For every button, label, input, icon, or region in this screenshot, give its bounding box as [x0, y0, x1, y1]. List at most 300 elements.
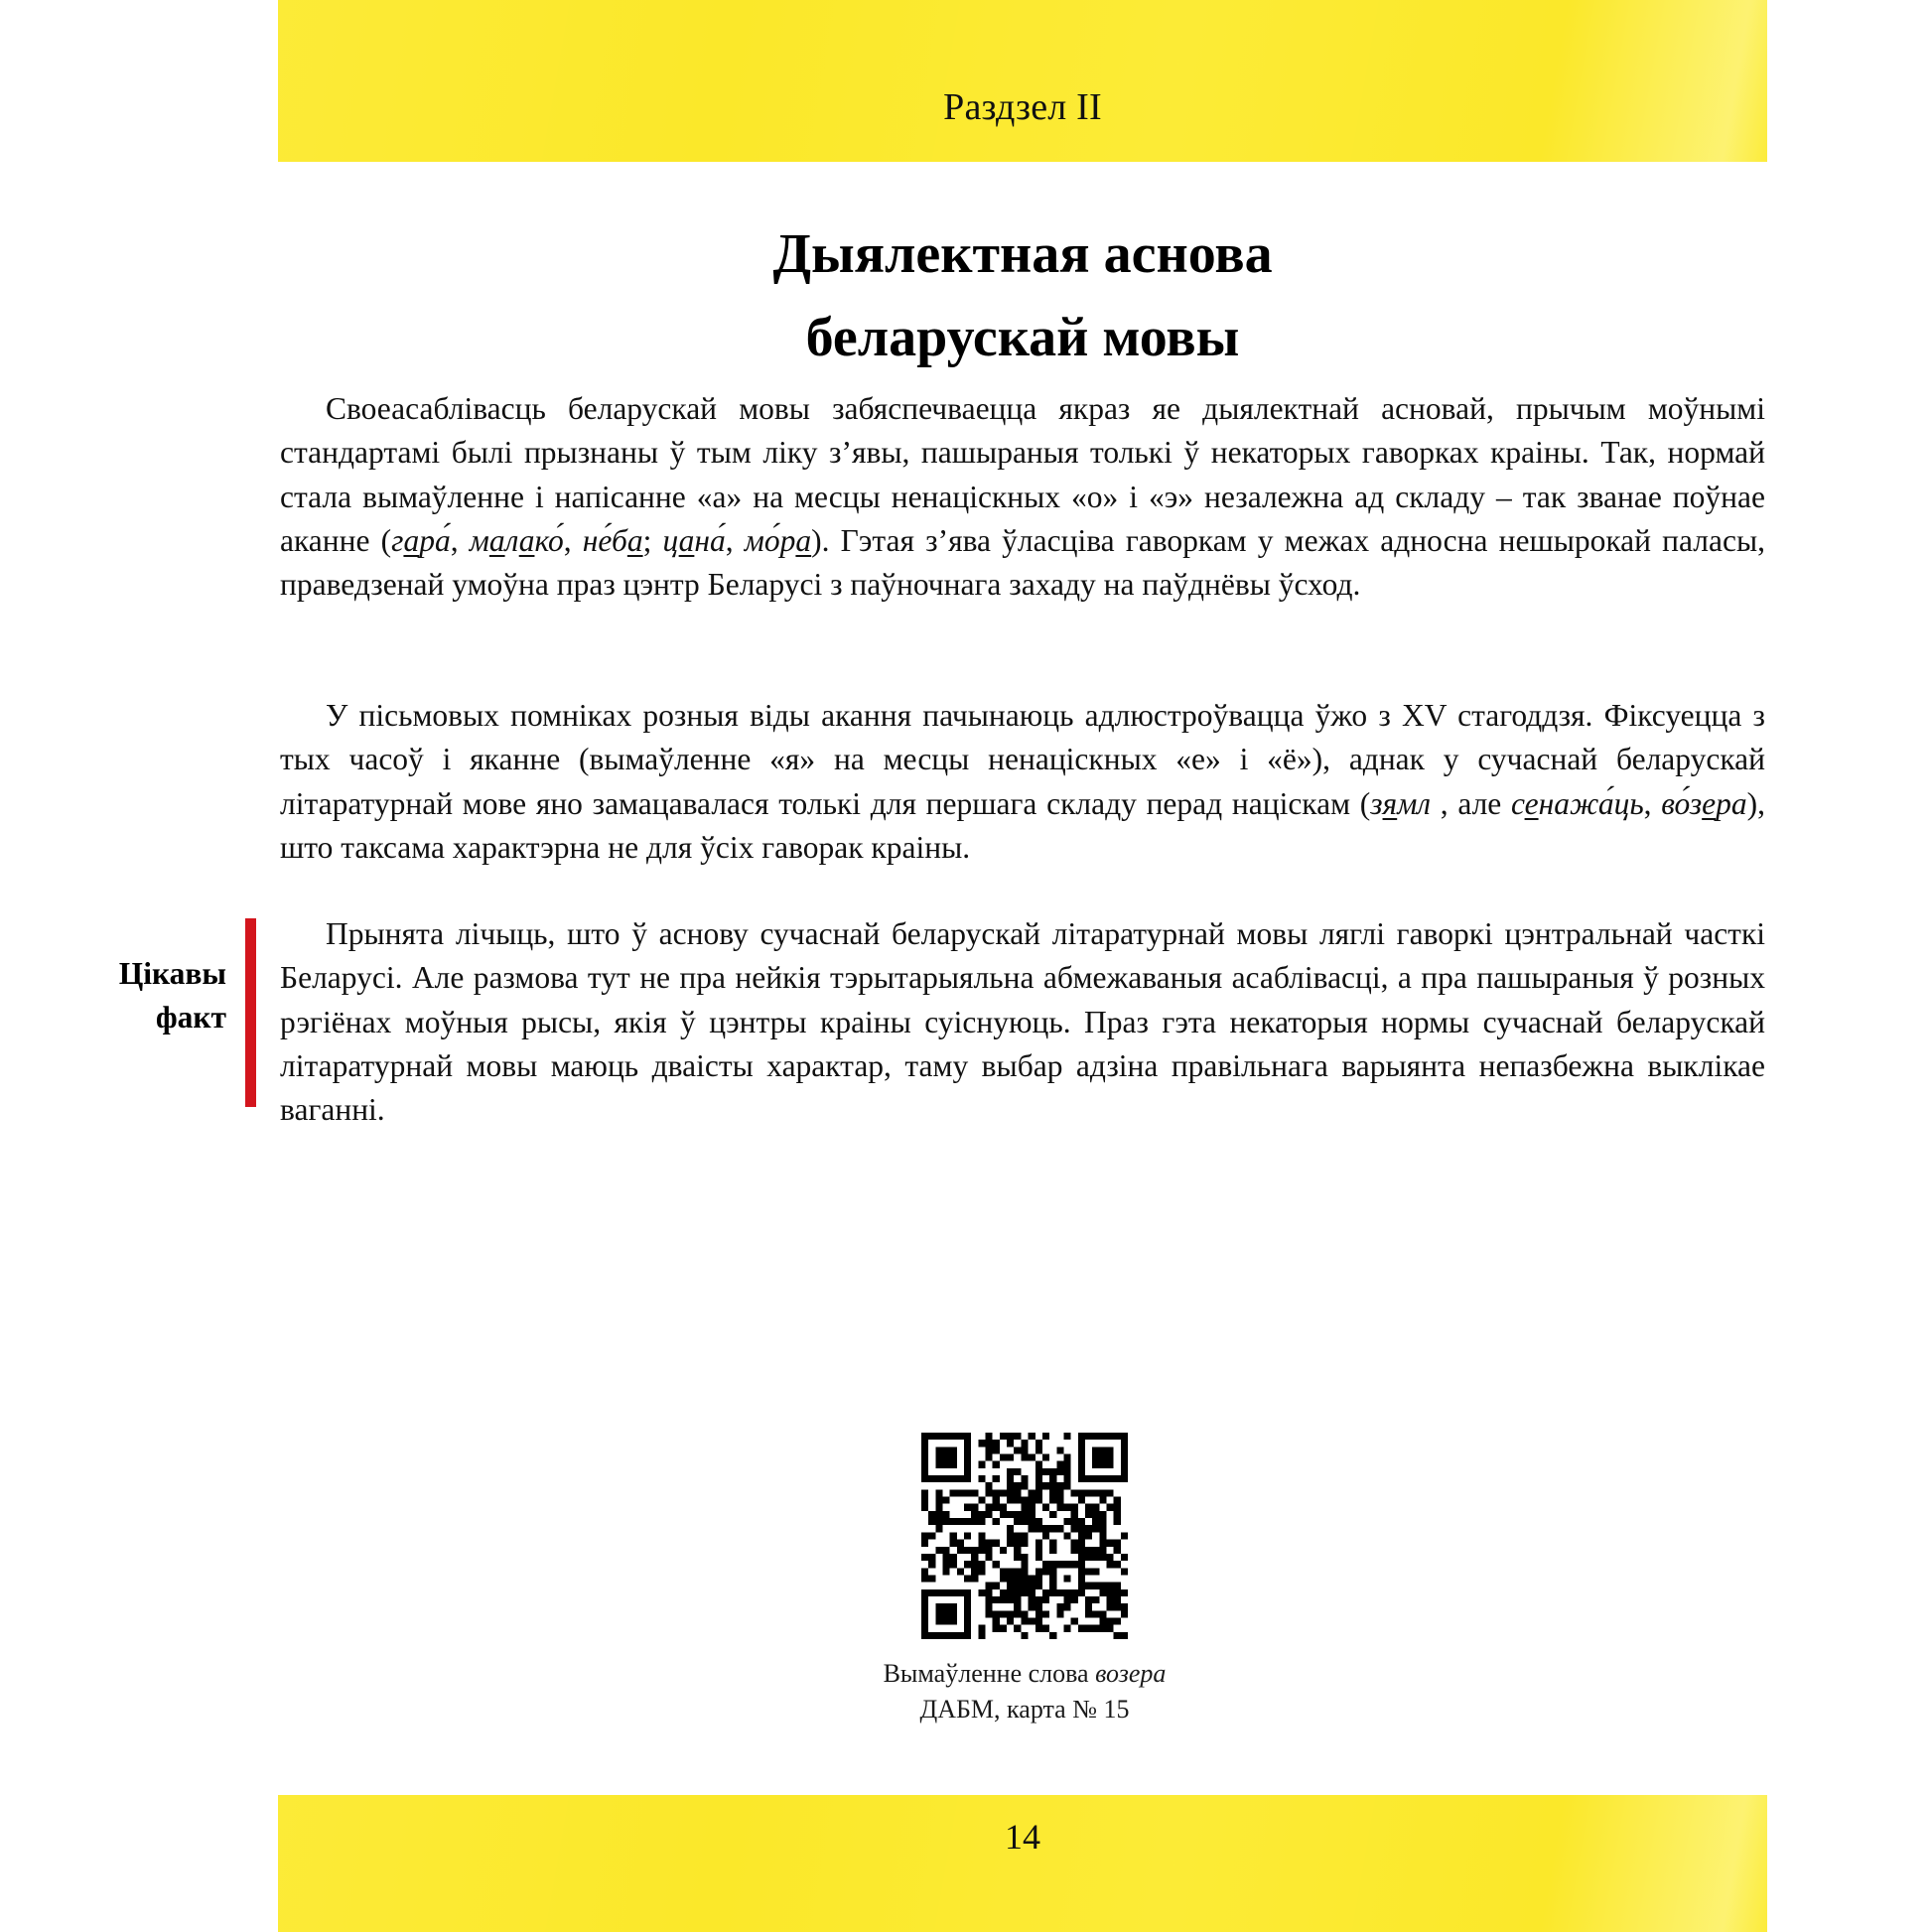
paragraph-yakanne: У пісьмовых помніках розныя віды акання пачынаюць адлюстроўвацца ўжо з XV стагоддзя. Фіксуецца з тых часоў і яканне (вымаўленне «я» на месцы ненаціскных «е» і «ё»), аднак у сучаснай беларускай літаратурнай мове яно замацавалася толькі для першага складу перад націскам (зямл , але сенажа́ць, во́зера), што таксама характэрна не для ўсіх гаворак краіны.	[280, 698, 1766, 865]
qr-module	[1035, 1617, 1042, 1624]
qr-module	[1106, 1561, 1113, 1568]
qr-module	[1085, 1583, 1092, 1589]
qr-module	[1049, 1482, 1056, 1489]
qr-module	[1106, 1540, 1113, 1547]
qr-module	[1071, 1504, 1078, 1511]
qr-module	[950, 1554, 957, 1561]
qr-module	[1071, 1489, 1078, 1496]
qr-module	[1085, 1568, 1092, 1575]
qr-module	[1099, 1540, 1106, 1547]
section-label: Раздзел II	[943, 86, 1102, 128]
qr-module	[921, 1461, 928, 1468]
qr-module	[1042, 1504, 1049, 1511]
qr-module	[971, 1511, 978, 1518]
qr-module	[971, 1561, 978, 1568]
qr-module	[921, 1475, 928, 1482]
qr-module	[1056, 1561, 1063, 1568]
qr-module	[921, 1532, 928, 1539]
qr-module	[1092, 1518, 1099, 1525]
qr-module	[928, 1511, 935, 1518]
qr-module	[928, 1632, 935, 1639]
qr-module	[1085, 1489, 1092, 1496]
qr-module	[1056, 1447, 1063, 1453]
qr-module	[1121, 1589, 1128, 1596]
qr-module	[1049, 1583, 1056, 1589]
qr-module	[1000, 1625, 1007, 1632]
qr-module	[928, 1532, 935, 1539]
qr-module	[964, 1575, 971, 1582]
qr-module	[1029, 1603, 1035, 1610]
qr-module	[978, 1497, 985, 1504]
qr-code-icon[interactable]	[921, 1433, 1128, 1639]
qr-module	[1056, 1504, 1063, 1511]
qr-module	[1014, 1547, 1021, 1554]
qr-module	[1071, 1511, 1078, 1518]
qr-module	[964, 1468, 971, 1475]
qr-module	[1014, 1596, 1021, 1603]
qr-module	[1021, 1617, 1028, 1624]
qr-module	[943, 1511, 950, 1518]
qr-module	[1056, 1589, 1063, 1596]
qr-module	[1007, 1475, 1014, 1482]
qr-module	[1092, 1596, 1099, 1603]
qr-module	[1000, 1610, 1007, 1617]
qr-code-graphic	[921, 1433, 1128, 1639]
qr-module	[935, 1454, 942, 1461]
qr-module	[943, 1447, 950, 1453]
qr-module	[1014, 1625, 1021, 1632]
qr-module	[1121, 1632, 1128, 1639]
qr-module	[993, 1617, 1000, 1624]
qr-module	[1085, 1625, 1092, 1632]
qr-module	[1035, 1468, 1042, 1475]
qr-module	[986, 1603, 993, 1610]
qr-module	[1035, 1475, 1042, 1482]
qr-module	[1121, 1440, 1128, 1447]
qr-module	[950, 1461, 957, 1468]
qr-module	[964, 1561, 971, 1568]
qr-module	[964, 1589, 971, 1596]
qr-module	[1114, 1475, 1121, 1482]
qr-module	[1063, 1561, 1070, 1568]
qr-module	[935, 1461, 942, 1468]
qr-module	[1078, 1547, 1085, 1554]
qr-module	[964, 1610, 971, 1617]
qr-module	[1029, 1433, 1035, 1440]
qr-module	[993, 1596, 1000, 1603]
qr-module	[1063, 1625, 1070, 1632]
qr-module	[1092, 1454, 1099, 1461]
qr-module	[928, 1575, 935, 1582]
qr-module	[993, 1497, 1000, 1504]
qr-module	[993, 1518, 1000, 1525]
qr-module	[1063, 1589, 1070, 1596]
qr-module	[1035, 1625, 1042, 1632]
qr-module	[1035, 1540, 1042, 1547]
qr-module	[921, 1575, 928, 1582]
qr-module	[1000, 1596, 1007, 1603]
qr-module	[986, 1583, 993, 1589]
qr-module	[1114, 1589, 1121, 1596]
qr-module	[964, 1532, 971, 1539]
qr-module	[1000, 1489, 1007, 1496]
qr-module	[1085, 1610, 1092, 1617]
qr-module	[1078, 1525, 1085, 1532]
qr-module	[928, 1518, 935, 1525]
qr-module	[1114, 1596, 1121, 1603]
qr-module	[935, 1547, 942, 1554]
qr-module	[993, 1625, 1000, 1632]
qr-module	[1021, 1504, 1028, 1511]
qr-module	[1000, 1589, 1007, 1596]
qr-module	[1099, 1497, 1106, 1504]
qr-module	[978, 1547, 985, 1554]
qr-module	[957, 1632, 964, 1639]
qr-module	[1085, 1511, 1092, 1518]
qr-module	[935, 1489, 942, 1496]
paragraph-akanne: Своеасаблівасць беларускай мовы забяспечваецца якраз яе дыялектнай асновай, прычым моўнымі стандартамі былі прызнаны ў тым ліку з’явы, пашыраныя толькі ў некаторых гаворках краіны. Так, нормай стала вымаўленне і напісанне «а» на месцы ненаціскных «о» і «э» незалежна ад складу – так званае поўнае аканне (гара́, малако́, не́ба; цана́, мо́ра). Гэтая з’ява ўласціва гаворкам у межах адносна нешырокай паласы, праведзенай умоўна праз цэнтр Беларусі з паўночнага захаду на паўднёвы ўсход.	[280, 391, 1766, 603]
qr-module	[943, 1568, 950, 1575]
qr-module	[1099, 1475, 1106, 1482]
qr-module	[928, 1561, 935, 1568]
qr-module	[957, 1518, 964, 1525]
qr-module	[950, 1561, 957, 1568]
qr-module	[943, 1617, 950, 1624]
qr-module	[1021, 1540, 1028, 1547]
qr-caption	[774, 1656, 1275, 1727]
qr-module	[1014, 1554, 1021, 1561]
qr-module	[978, 1532, 985, 1539]
qr-module	[993, 1561, 1000, 1568]
qr-module	[1085, 1532, 1092, 1539]
example-word: зямл	[1370, 785, 1432, 821]
qr-caption-prefix: Вымаўленне слова	[883, 1659, 1096, 1688]
qr-module	[1007, 1610, 1014, 1617]
qr-module	[1000, 1568, 1007, 1575]
qr-module	[1042, 1568, 1049, 1575]
qr-module	[986, 1447, 993, 1453]
qr-module	[1000, 1511, 1007, 1518]
qr-module	[1071, 1596, 1078, 1603]
qr-module	[935, 1610, 942, 1617]
qr-module	[1092, 1583, 1099, 1589]
qr-module	[1092, 1568, 1099, 1575]
qr-module	[921, 1440, 928, 1447]
qr-module	[986, 1489, 993, 1496]
qr-module	[921, 1610, 928, 1617]
qr-module	[921, 1568, 928, 1575]
qr-module	[1114, 1583, 1121, 1589]
qr-module	[1114, 1547, 1121, 1554]
qr-module	[935, 1504, 942, 1511]
page-number: 14	[1005, 1817, 1040, 1857]
qr-module	[1007, 1497, 1014, 1504]
qr-module	[950, 1589, 957, 1596]
qr-module	[1106, 1625, 1113, 1632]
qr-module	[1114, 1632, 1121, 1639]
qr-module	[1078, 1625, 1085, 1632]
qr-module	[1121, 1568, 1128, 1575]
qr-module	[1063, 1518, 1070, 1525]
qr-module	[928, 1475, 935, 1482]
qr-module	[935, 1518, 942, 1525]
qr-module	[921, 1489, 928, 1496]
qr-module	[957, 1589, 964, 1596]
title-line-1: Дыялектная аснова	[772, 223, 1273, 285]
qr-module	[1056, 1489, 1063, 1496]
qr-module	[1049, 1632, 1056, 1639]
qr-module	[921, 1596, 928, 1603]
qr-module	[1035, 1547, 1042, 1554]
qr-module	[1000, 1454, 1007, 1461]
qr-module	[1049, 1547, 1056, 1554]
qr-module	[993, 1540, 1000, 1547]
qr-module	[964, 1447, 971, 1453]
qr-module	[1000, 1547, 1007, 1554]
footer-band	[278, 1795, 1767, 1932]
qr-module	[964, 1433, 971, 1440]
qr-module	[978, 1568, 985, 1575]
qr-module	[921, 1540, 928, 1547]
qr-module	[1085, 1554, 1092, 1561]
qr-module	[1114, 1504, 1121, 1511]
qr-module	[1099, 1625, 1106, 1632]
qr-module	[1021, 1475, 1028, 1482]
qr-module	[1042, 1532, 1049, 1539]
qr-module	[1063, 1468, 1070, 1475]
qr-module	[964, 1617, 971, 1624]
qr-module	[993, 1489, 1000, 1496]
qr-module	[1007, 1433, 1014, 1440]
qr-module	[950, 1433, 957, 1440]
qr-module	[964, 1475, 971, 1482]
qr-module	[1114, 1617, 1121, 1624]
qr-module	[935, 1525, 942, 1532]
qr-module	[993, 1440, 1000, 1447]
qr-module	[1007, 1575, 1014, 1582]
qr-module	[935, 1497, 942, 1504]
qr-module	[978, 1440, 985, 1447]
qr-module	[1071, 1589, 1078, 1596]
qr-module	[950, 1518, 957, 1525]
qr-module	[957, 1489, 964, 1496]
qr-module	[943, 1497, 950, 1504]
qr-module	[921, 1454, 928, 1461]
qr-module	[1029, 1454, 1035, 1461]
qr-module	[1029, 1497, 1035, 1504]
qr-module	[1078, 1575, 1085, 1582]
qr-module	[971, 1554, 978, 1561]
qr-module	[1049, 1468, 1056, 1475]
qr-module	[1071, 1547, 1078, 1554]
qr-module	[943, 1561, 950, 1568]
qr-module	[1121, 1433, 1128, 1440]
qr-module	[1099, 1554, 1106, 1561]
qr-module	[1078, 1454, 1085, 1461]
qr-module	[921, 1632, 928, 1639]
qr-module	[1078, 1440, 1085, 1447]
qr-module	[1092, 1475, 1099, 1482]
qr-module	[1049, 1575, 1056, 1582]
qr-module	[1021, 1447, 1028, 1453]
qr-module	[1014, 1583, 1021, 1589]
qr-module	[1049, 1489, 1056, 1496]
qr-module	[1021, 1532, 1028, 1539]
qr-module	[1042, 1625, 1049, 1632]
qr-module	[1007, 1596, 1014, 1603]
qr-module	[1014, 1575, 1021, 1582]
qr-module	[1099, 1589, 1106, 1596]
qr-module	[935, 1589, 942, 1596]
qr-module	[1021, 1482, 1028, 1489]
fact-label-line-2: факт	[155, 1000, 226, 1035]
qr-module	[1007, 1489, 1014, 1496]
qr-module	[1078, 1540, 1085, 1547]
qr-module	[993, 1504, 1000, 1511]
qr-module	[971, 1504, 978, 1511]
qr-module	[1042, 1610, 1049, 1617]
qr-module	[1029, 1583, 1035, 1589]
qr-module	[1092, 1489, 1099, 1496]
qr-module	[1121, 1468, 1128, 1475]
qr-module	[1029, 1589, 1035, 1596]
qr-module	[1035, 1610, 1042, 1617]
qr-module	[964, 1461, 971, 1468]
qr-module	[1042, 1525, 1049, 1532]
qr-module	[1078, 1475, 1085, 1482]
qr-module	[1106, 1617, 1113, 1624]
qr-module	[1021, 1440, 1028, 1447]
qr-module	[1042, 1561, 1049, 1568]
qr-caption-source: ДАБМ, карта № 15	[919, 1695, 1130, 1724]
qr-module	[1092, 1433, 1099, 1440]
example-word: сенажа́ць	[1511, 785, 1644, 821]
qr-module	[1029, 1617, 1035, 1624]
qr-module	[1029, 1596, 1035, 1603]
qr-module	[1035, 1497, 1042, 1504]
qr-module	[935, 1475, 942, 1482]
qr-module	[1035, 1554, 1042, 1561]
qr-module	[1021, 1632, 1028, 1639]
qr-module	[1007, 1532, 1014, 1539]
qr-module	[1078, 1554, 1085, 1561]
qr-module	[986, 1482, 993, 1489]
qr-module	[1014, 1489, 1021, 1496]
qr-module	[1085, 1475, 1092, 1482]
qr-module	[1063, 1596, 1070, 1603]
qr-module	[1049, 1540, 1056, 1547]
qr-module	[1114, 1497, 1121, 1504]
qr-module	[964, 1547, 971, 1554]
qr-module	[1056, 1468, 1063, 1475]
qr-module	[1099, 1532, 1106, 1539]
qr-module	[1099, 1583, 1106, 1589]
qr-module	[1063, 1603, 1070, 1610]
qr-module	[1078, 1561, 1085, 1568]
qr-module	[928, 1554, 935, 1561]
qr-module	[1078, 1461, 1085, 1468]
qr-module	[957, 1475, 964, 1482]
qr-module	[1035, 1568, 1042, 1575]
qr-module	[1106, 1447, 1113, 1453]
qr-module	[1007, 1468, 1014, 1475]
qr-module	[950, 1532, 957, 1539]
qr-module	[1078, 1532, 1085, 1539]
qr-module	[1021, 1554, 1028, 1561]
qr-module	[978, 1625, 985, 1632]
qr-module	[921, 1625, 928, 1632]
qr-module	[1021, 1583, 1028, 1589]
qr-module	[978, 1518, 985, 1525]
example-word: не́ба	[582, 522, 643, 558]
qr-module	[935, 1511, 942, 1518]
qr-module	[1106, 1489, 1113, 1496]
qr-module	[1035, 1482, 1042, 1489]
qr-module	[1021, 1511, 1028, 1518]
qr-module	[1035, 1603, 1042, 1610]
title-line-2: беларускай мовы	[805, 307, 1240, 368]
qr-module	[986, 1589, 993, 1596]
qr-module	[1121, 1475, 1128, 1482]
example-word: цана́	[662, 522, 726, 558]
example-word: гара́	[391, 522, 451, 558]
qr-module	[1099, 1454, 1106, 1461]
qr-module	[986, 1540, 993, 1547]
qr-module	[921, 1497, 928, 1504]
qr-module	[943, 1461, 950, 1468]
qr-module	[957, 1547, 964, 1554]
qr-module	[1071, 1518, 1078, 1525]
qr-module	[1049, 1497, 1056, 1504]
qr-module	[1021, 1497, 1028, 1504]
qr-module	[1035, 1596, 1042, 1603]
qr-module	[986, 1454, 993, 1461]
qr-module	[921, 1554, 928, 1561]
qr-caption-word: возера	[1095, 1659, 1167, 1688]
qr-module	[1106, 1596, 1113, 1603]
qr-module	[1035, 1518, 1042, 1525]
qr-module	[950, 1540, 957, 1547]
qr-module	[921, 1468, 928, 1475]
qr-module	[1014, 1603, 1021, 1610]
qr-module	[1063, 1433, 1070, 1440]
qr-module	[1056, 1461, 1063, 1468]
qr-module	[1007, 1482, 1014, 1489]
qr-module	[1063, 1532, 1070, 1539]
qr-module	[978, 1511, 985, 1518]
qr-module	[964, 1504, 971, 1511]
qr-module	[1121, 1554, 1128, 1561]
qr-module	[943, 1603, 950, 1610]
example-word: во́зера	[1661, 785, 1747, 821]
qr-module	[1021, 1454, 1028, 1461]
qr-module	[1106, 1554, 1113, 1561]
qr-module	[1014, 1482, 1021, 1489]
qr-module	[943, 1475, 950, 1482]
qr-module	[964, 1518, 971, 1525]
qr-module	[1099, 1547, 1106, 1554]
qr-module	[1063, 1575, 1070, 1582]
qr-module	[1092, 1625, 1099, 1632]
qr-module	[1000, 1433, 1007, 1440]
qr-module	[1035, 1447, 1042, 1453]
qr-module	[921, 1589, 928, 1596]
qr-module	[1042, 1468, 1049, 1475]
qr-module	[1106, 1504, 1113, 1511]
qr-module	[928, 1589, 935, 1596]
qr-module	[1121, 1610, 1128, 1617]
qr-module	[1106, 1454, 1113, 1461]
